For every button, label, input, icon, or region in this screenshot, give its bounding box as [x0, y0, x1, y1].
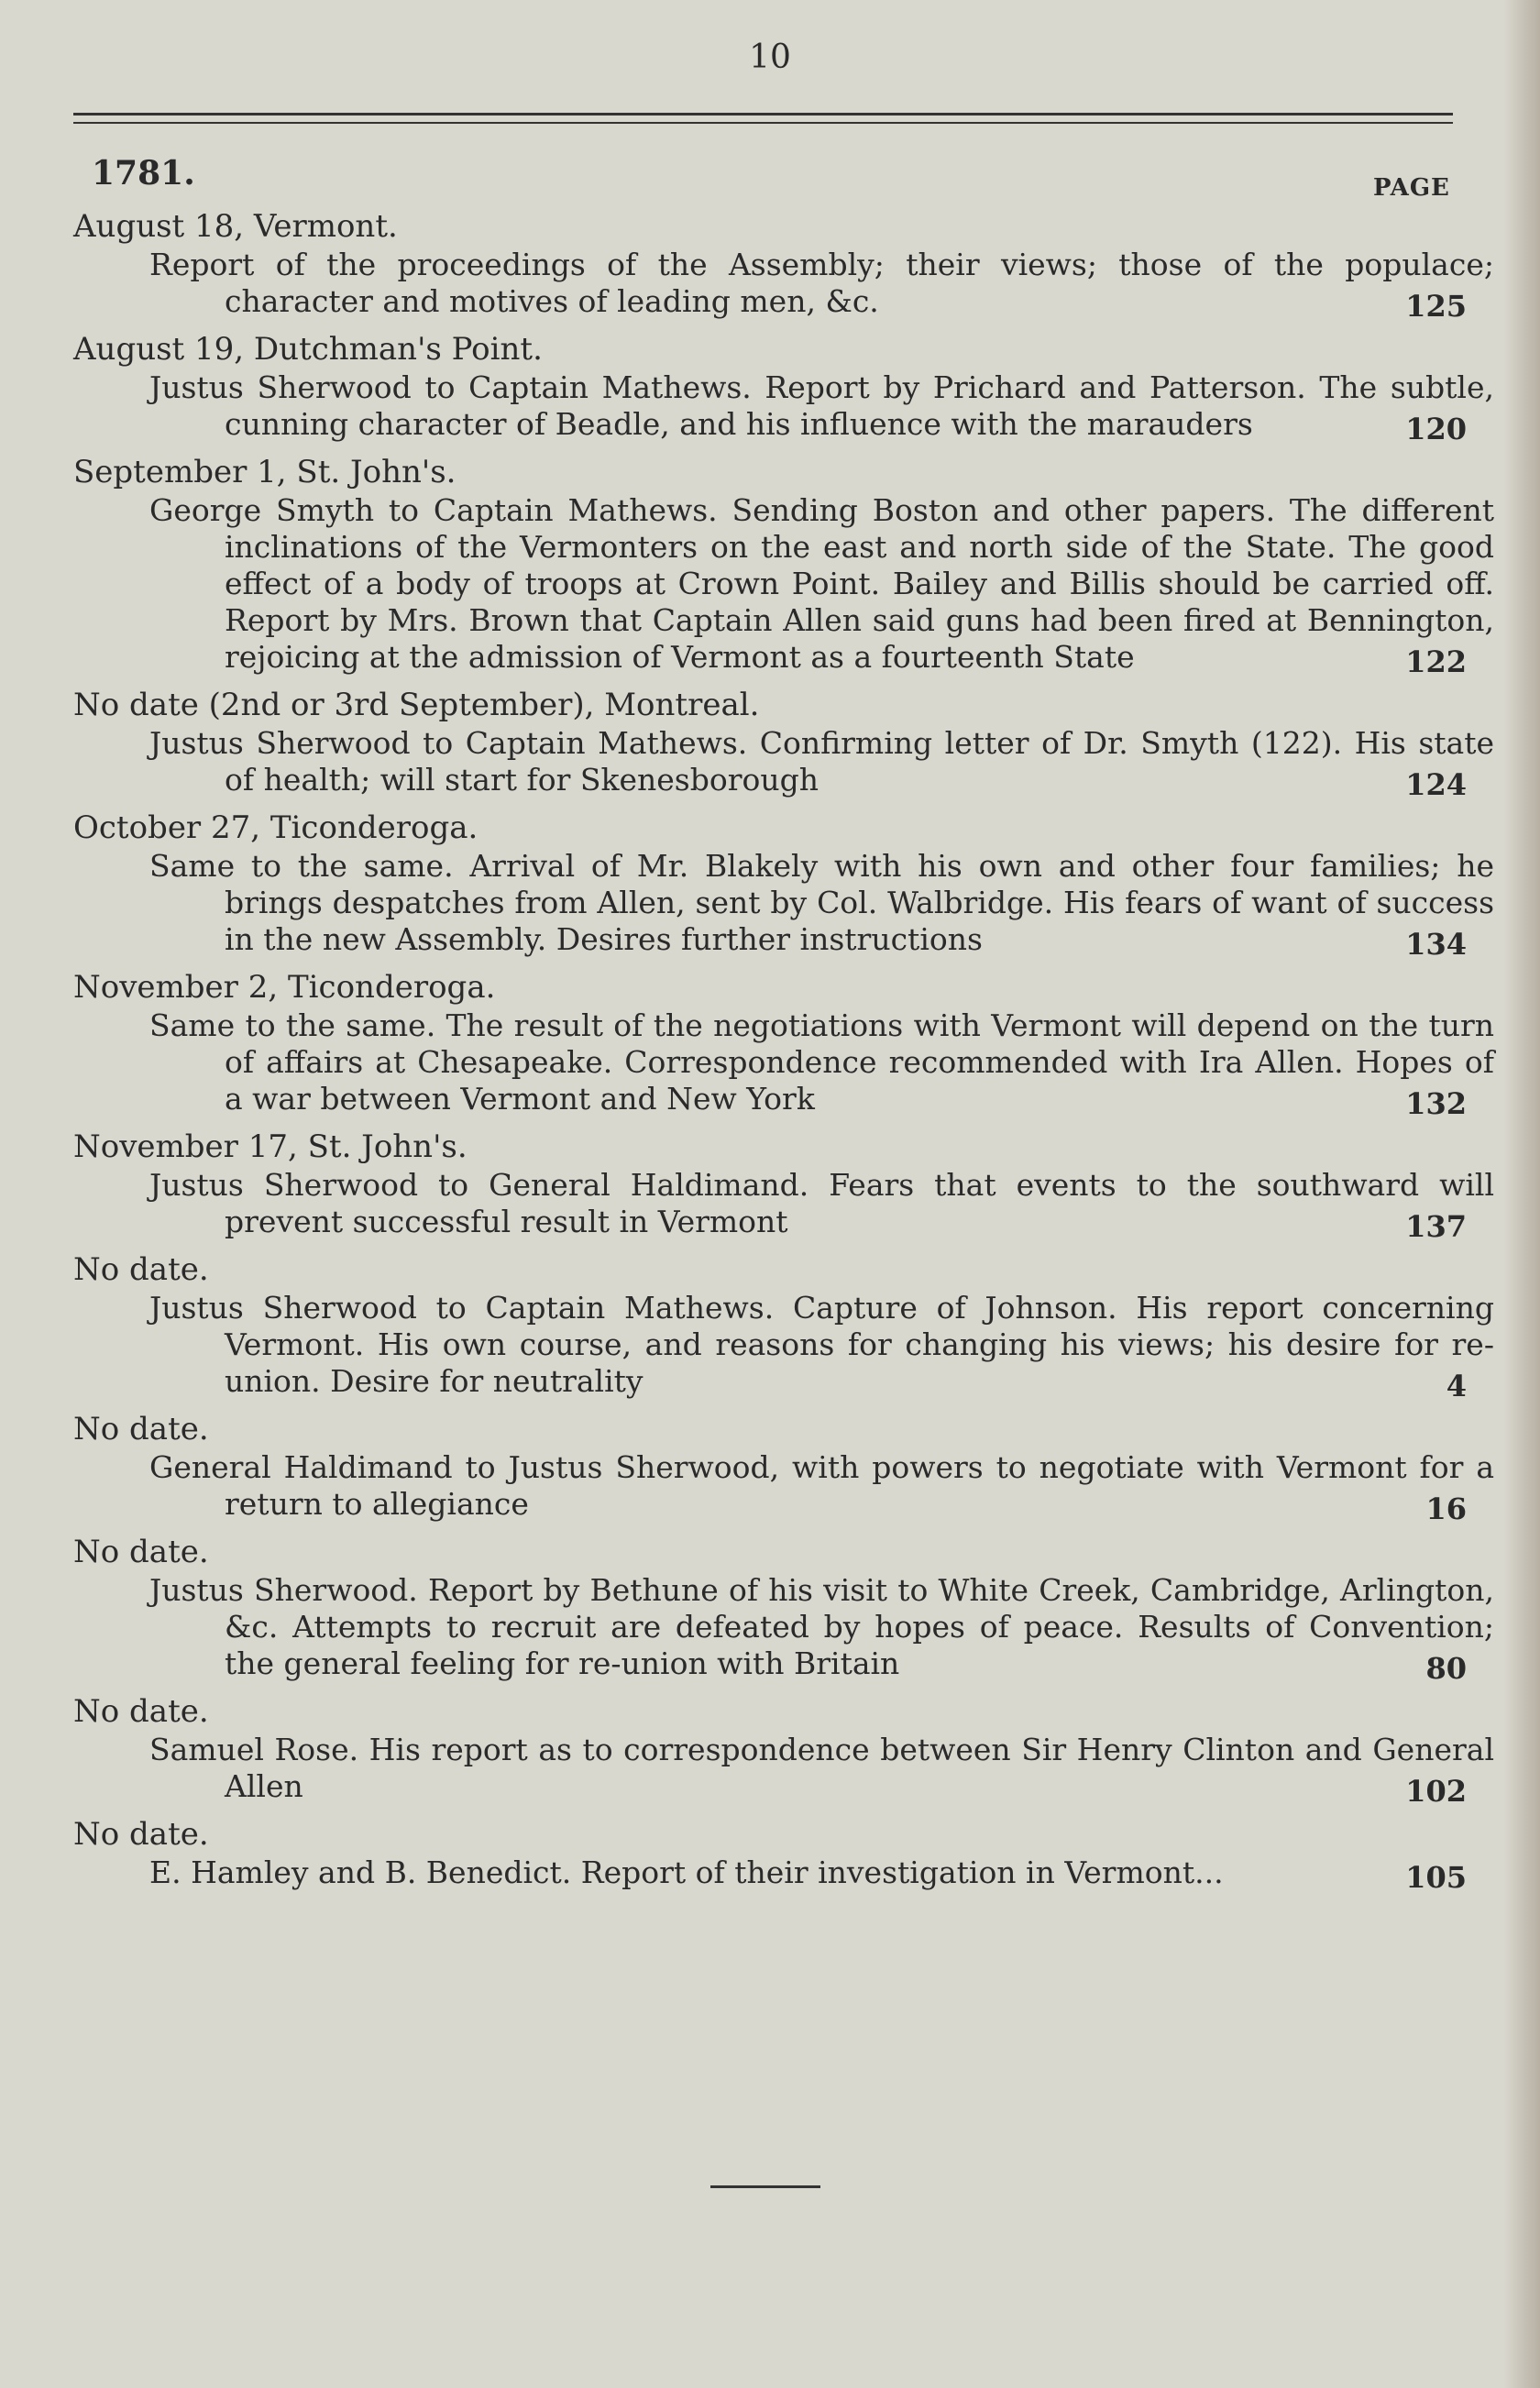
- page-edge-shadow: [1503, 0, 1540, 2388]
- calendar-entry: [73, 452, 1494, 679]
- entry-text: Justus Sherwood. Report by Bethune of his visit to White Creek, Cambridge, Arlington, &c. Attempts to recruit are defeated by hopes of peace. Results of Convention; the general feeling for re-union with Britain: [149, 1572, 1494, 1681]
- entry-date: August 18, Vermont.: [73, 208, 398, 245]
- entry-body: [73, 247, 1494, 324]
- entry-body: [73, 1449, 1494, 1526]
- entry-text: Same to the same. The result of the negotiations with Vermont will depend on the turn of affairs at Chesapeake. Correspondence recommended with Ira Allen. Hopes of a war between Vermont and New York: [149, 1007, 1494, 1117]
- calendar-entry: [73, 1127, 1494, 1244]
- entry-text: Justus Sherwood to General Haldimand. Fears that events to the southward will prevent successful result in Vermont: [149, 1167, 1494, 1239]
- entry-date: No date.: [73, 1411, 209, 1447]
- header-rule: [73, 113, 1453, 116]
- entry-description: [73, 369, 1494, 443]
- entry-description: [73, 1167, 1494, 1240]
- entry-text: E. Hamley and B. Benedict. Report of their investigation in Vermont...: [149, 1854, 1224, 1890]
- entry-description: [73, 1732, 1494, 1805]
- entry-date: No date.: [73, 1693, 209, 1730]
- calendar-entry: [73, 1814, 1467, 1895]
- entry-page-ref: 4: [1446, 1369, 1467, 1403]
- page-number: 10: [749, 39, 791, 76]
- entry-description: [73, 492, 1494, 676]
- entry-date: November 2, Ticonderoga.: [73, 969, 496, 1006]
- entry-page-ref: 124: [1405, 767, 1467, 802]
- entry-text: Justus Sherwood to Captain Mathews. Report by Prichard and Patterson. The subtle, cunning character of Beadle, and his influence with the marauders: [149, 369, 1494, 442]
- entry-text: George Smyth to Captain Mathews. Sending Boston and other papers. The different inclinations of the Vermonters on the east and north side of the State. The good effect of a body of troops at Crown Point. Bailey and Billis should be carried off. Report by Mrs. Brown that Captain Allen said guns had been fired at Bennington, rejoicing at the admission of Vermont as a fourteenth State: [149, 492, 1494, 675]
- entry-text: Justus Sherwood to Captain Mathews. Capture of Johnson. His report concerning Vermont. His own course, and reasons for changing his views; his desire for re-union. Desire for neutrality: [149, 1290, 1494, 1399]
- year-heading: 1781.: [92, 154, 195, 193]
- entry-body: [73, 1290, 1494, 1403]
- entry-body: [73, 1572, 1494, 1686]
- entry-text: Report of the proceedings of the Assembly; their views; those of the populace; character and motives of leading men, &c.: [149, 247, 1494, 319]
- entry-description: [73, 1007, 1494, 1117]
- calendar-entry: [73, 685, 1494, 802]
- entry-text: Same to the same. Arrival of Mr. Blakely with his own and other four families; he brings despatches from Allen, sent by Col. Walbridge. His fears of want of success in the new Assembly. Desires further instructions: [149, 848, 1494, 957]
- entry-page-ref: 120: [1405, 412, 1467, 446]
- entry-date: August 19, Dutchman's Point.: [73, 331, 543, 368]
- calendar-entry: [73, 1409, 1494, 1526]
- calendar-entry: [73, 206, 1494, 324]
- entry-body: [73, 1854, 1467, 1895]
- entry-text: Samuel Rose. His report as to correspondence between Sir Henry Clinton and General Allen: [149, 1732, 1494, 1804]
- entry-description: [73, 1290, 1494, 1400]
- entry-date: October 27, Ticonderoga.: [73, 809, 478, 846]
- calendar-entries: [73, 206, 1494, 1900]
- entry-body: [73, 1732, 1494, 1809]
- entry-description: [73, 848, 1494, 958]
- entry-description: [73, 1572, 1494, 1682]
- calendar-entry: [73, 967, 1494, 1121]
- page-column-label: PAGE: [1373, 174, 1450, 202]
- entry-date: No date.: [73, 1251, 209, 1288]
- entry-body: [73, 369, 1494, 446]
- entry-page-ref: 132: [1405, 1086, 1467, 1121]
- calendar-entry: [73, 808, 1494, 962]
- entry-text: General Haldimand to Justus Sherwood, with powers to negotiate with Vermont for a return to allegiance: [149, 1449, 1494, 1522]
- entry-date: November 17, St. John's.: [73, 1128, 468, 1165]
- entry-description: [73, 725, 1494, 798]
- entry-page-ref: 80: [1425, 1651, 1467, 1686]
- entry-date: September 1, St. John's.: [73, 454, 456, 490]
- entry-body: [73, 492, 1494, 679]
- entry-description: [73, 1449, 1494, 1523]
- calendar-entry: [73, 329, 1494, 446]
- entry-date: No date.: [73, 1816, 209, 1853]
- entry-body: [73, 725, 1494, 802]
- entry-page-ref: 134: [1405, 927, 1467, 962]
- entry-date: No date (2nd or 3rd September), Montreal.: [73, 687, 760, 723]
- entry-page-ref: 122: [1405, 644, 1467, 679]
- entry-body: [73, 1167, 1494, 1244]
- entry-page-ref: 137: [1405, 1209, 1467, 1244]
- calendar-entry: [73, 1249, 1494, 1403]
- calendar-entry: [73, 1691, 1494, 1809]
- entry-body: [73, 1007, 1494, 1121]
- entry-page-ref: 102: [1405, 1774, 1467, 1809]
- entry-page-ref: 16: [1425, 1491, 1467, 1526]
- entry-date: No date.: [73, 1534, 209, 1570]
- entry-description: [73, 247, 1494, 320]
- entry-text: Justus Sherwood to Captain Mathews. Confirming letter of Dr. Smyth (122). His state of health; will start for Skenesborough: [149, 725, 1494, 798]
- calendar-entry: [73, 1532, 1494, 1686]
- entry-description: [73, 1854, 1494, 1891]
- header-rule-thin: [73, 122, 1453, 124]
- entry-page-ref: 125: [1405, 289, 1467, 324]
- entry-page-ref: 105: [1405, 1860, 1467, 1895]
- entry-body: [73, 848, 1494, 962]
- closing-rule: [710, 2185, 820, 2188]
